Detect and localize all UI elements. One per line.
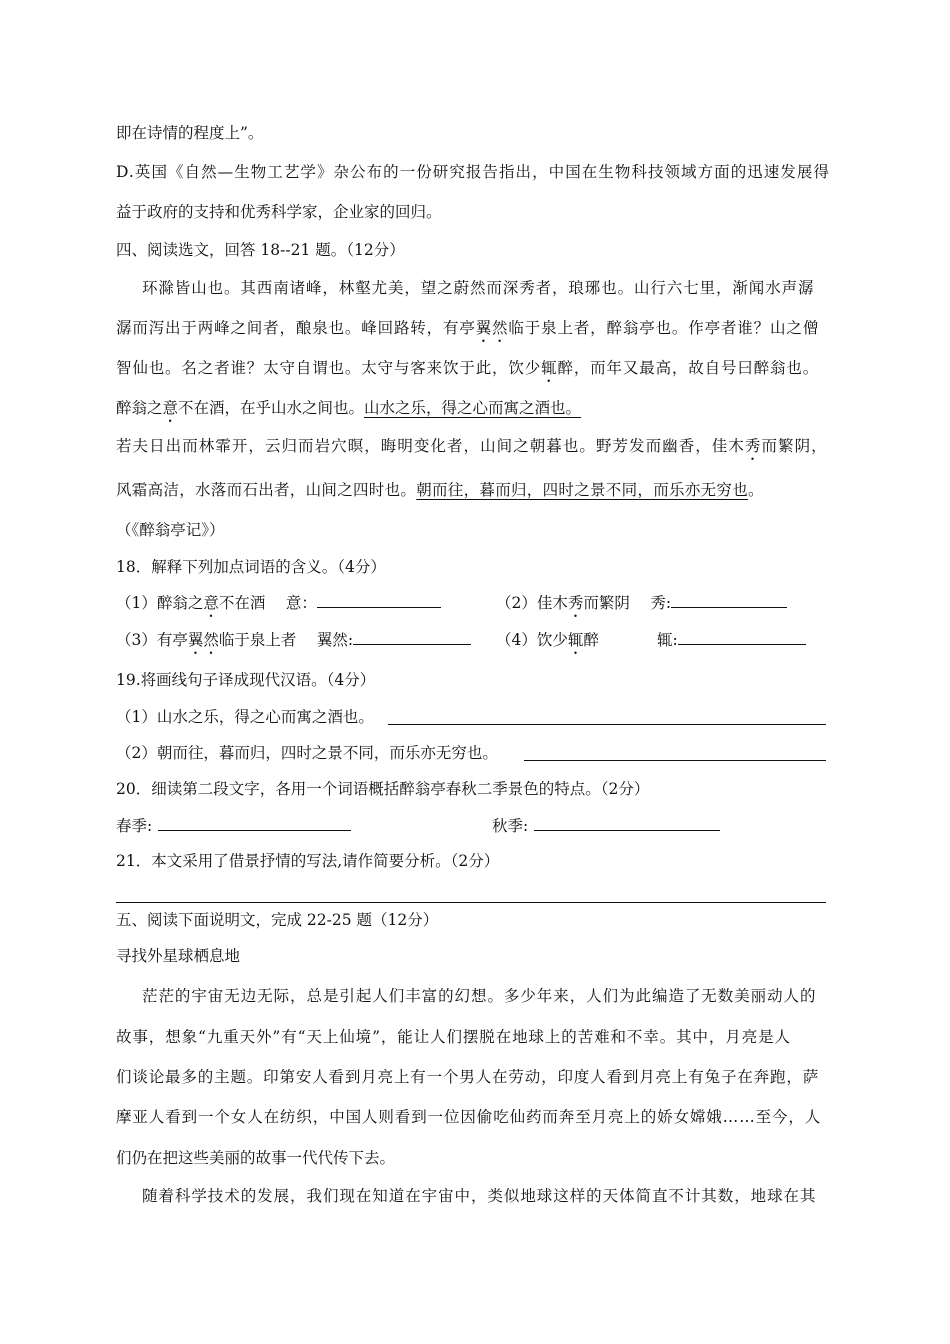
underlined-sentence-2: 朝而往，暮而归，四时之景不同，而乐亦无穷也 bbox=[416, 481, 749, 499]
dotted-word: 意 bbox=[162, 399, 179, 417]
option-d-line-2: 益于政府的支持和优秀科学家，企业家的回归。 bbox=[116, 203, 442, 221]
article-line-2: 故事，想象“九重天外”有“天上仙境”，能让人们摆脱在地球上的苦难和不幸。其中，月亮是人 bbox=[116, 1028, 791, 1046]
passage-1-line-3: 智仙也。名之者谁？太守自谓也。太守与客来饮于此，饮少辄醉，而年又最高，故自号曰醉翁也。 bbox=[116, 359, 820, 377]
q18-item-1: （1）醉翁之意不在酒 意： bbox=[116, 593, 441, 621]
dotted-word: 辄 bbox=[567, 631, 584, 649]
dotted-word: 翼然 bbox=[475, 319, 509, 337]
article-line-6: 随着科学技术的发展，我们现在知道在宇宙中，类似地球这样的天体简直不计其数，地球在其 bbox=[142, 1187, 817, 1205]
question-18: 18．解释下列加点词语的含义。（4分） bbox=[116, 558, 386, 576]
q19-item-1: （1）山水之乐，得之心而寓之酒也。 bbox=[116, 708, 374, 726]
q18-item-4: （4）饮少辄醉 bbox=[496, 631, 599, 649]
question-21: 21．本文采用了借景抒情的写法,请作简要分析。（2分） bbox=[116, 852, 500, 870]
passage-1-line-2: 潺而泻出于两峰之间者，酿泉也。峰回路转，有亭翼然临于泉上者，醉翁亭也。作亭者谁？山之僧 bbox=[116, 319, 820, 337]
answer-blank[interactable] bbox=[534, 816, 720, 831]
previous-option-continuation: 即在诗情的程度上”。 bbox=[116, 124, 264, 142]
q18-item-3: （3）有亭翼然临于泉上者 翼然: bbox=[116, 630, 471, 658]
answer-line[interactable] bbox=[388, 724, 826, 725]
passage-2-line-2: 风霜高洁，水落而石出者，山间之四时也。朝而往，暮而归，四时之景不同，而乐亦无穷也。 bbox=[116, 481, 764, 499]
answer-line[interactable] bbox=[116, 902, 826, 903]
answer-blank[interactable] bbox=[158, 816, 351, 831]
q18-item-2: （2）佳木秀而繁阴 秀: bbox=[496, 593, 787, 621]
dotted-word: 翼然 bbox=[187, 631, 219, 649]
q19-item-2: （2）朝而往，暮而归，四时之景不同，而乐亦无穷也。 bbox=[116, 744, 498, 762]
answer-blank[interactable] bbox=[353, 630, 471, 645]
answer-blank[interactable] bbox=[671, 593, 787, 608]
dotted-word: 意 bbox=[203, 594, 219, 612]
question-19: 19.将画线句子译成现代汉语。（4分） bbox=[116, 671, 376, 689]
article-line-4: 摩亚人看到一个女人在纺织，中国人则看到一位因偷吃仙药而奔至月亮上的娇女嫦娥……至今，人 bbox=[116, 1108, 822, 1126]
source-citation: （《醉翁亭记》） bbox=[116, 521, 225, 539]
passage-1-line-1: 环滁皆山也。其西南诸峰，林壑尤美，望之蔚然而深秀者，琅琊也。山行六七里，渐闻水声潺 bbox=[142, 279, 815, 297]
article-line-1: 茫茫的宇宙无边无际，总是引起人们丰富的幻想。多少年来，人们为此编造了无数美丽动人的 bbox=[142, 987, 817, 1005]
q20-autumn: 秋季: bbox=[492, 816, 720, 836]
underlined-sentence-1: 山水之乐，得之心而寓之酒也。 bbox=[364, 399, 582, 417]
dotted-word: 辄 bbox=[541, 359, 558, 377]
article-line-5: 们仍在把这些美丽的故事一代代传下去。 bbox=[116, 1149, 396, 1167]
option-d-line-1: D.英国《自然—生物工艺学》杂公布的一份研究报告指出，中国在生物科技领域方面的迅速发展得 bbox=[116, 163, 831, 181]
passage-1-line-4: 醉翁之意不在酒，在乎山水之间也。山水之乐，得之心而寓之酒也。 bbox=[116, 399, 582, 417]
answer-blank[interactable] bbox=[678, 630, 806, 645]
dotted-word: 秀 bbox=[567, 594, 584, 612]
dotted-word: 秀 bbox=[744, 437, 762, 455]
q18-item-4-answer: 辄: bbox=[657, 630, 806, 650]
passage-2-line-1: 若夫日出而林霏开，云归而岩穴暝，晦明变化者，山间之朝暮也。野芳发而幽香，佳木秀而繁阴， bbox=[116, 437, 828, 455]
answer-blank[interactable] bbox=[317, 593, 441, 608]
answer-line[interactable] bbox=[524, 760, 826, 761]
q20-spring: 春季: bbox=[116, 816, 351, 836]
section-4-heading: 四、阅读选文，回答 18--21 题。（12分） bbox=[116, 241, 405, 259]
article-title: 寻找外星球栖息地 bbox=[116, 947, 241, 965]
article-line-3: 们谈论最多的主题。印第安人看到月亮上有一个男人在劳动，印度人看到月亮上有兔子在奔跑，萨 bbox=[116, 1068, 820, 1086]
section-5-heading: 五、阅读下面说明文，完成 22-25 题（12分） bbox=[116, 911, 439, 929]
question-20: 20．细读第二段文字，各用一个词语概括醉翁亭春秋二季景色的特点。（2分） bbox=[116, 780, 650, 798]
